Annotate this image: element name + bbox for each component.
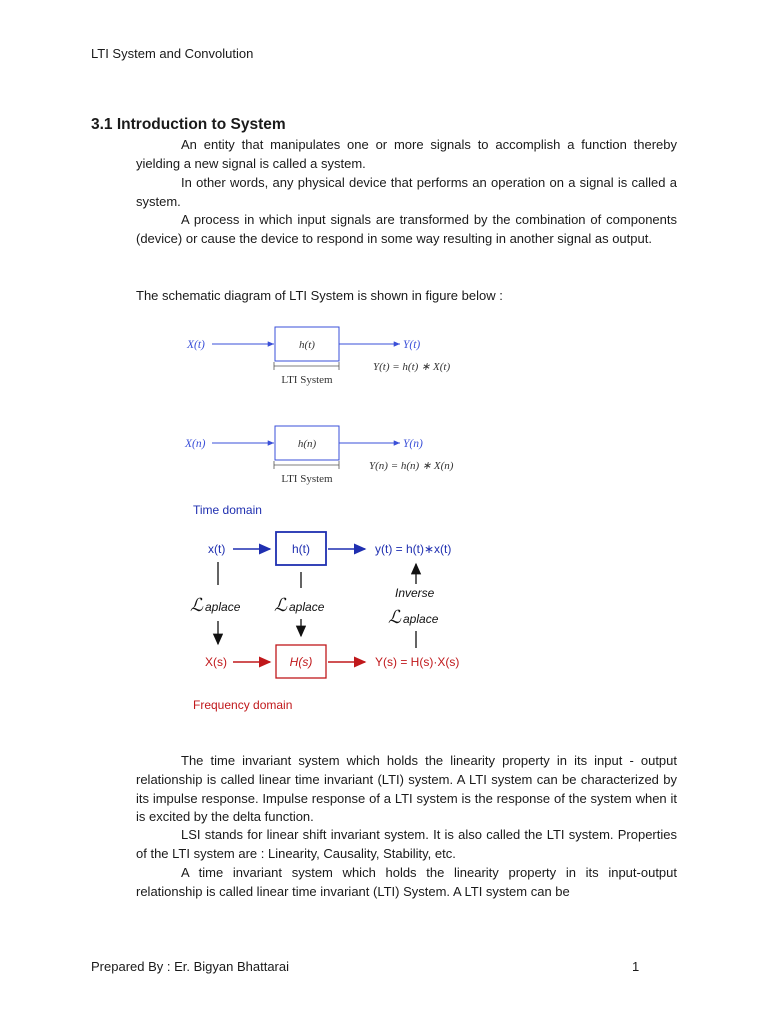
x-t-label: x(t) bbox=[208, 542, 226, 556]
lti-bracket bbox=[274, 362, 339, 370]
body-paragraph-2: LSI stands for linear shift invariant system. It is also called the LTI system. Properties of the LTI system are : Linearity, Causality, Stability, etc. bbox=[136, 827, 677, 861]
laplace-glyph-1: ℒ bbox=[190, 595, 203, 615]
body-paragraph-3: A time invariant system which holds the linearity property in its input-output relationship is called linear time invariant (LTI) System. A LTI system can be bbox=[136, 865, 677, 899]
body-paragraph-1: The time invariant system which holds the linearity property in its input - output relationship is called linear time invariant (LTI) system. A LTI system can be characterized by its impulse response. Impulse response of a LTI system is the response of the system when it is excited by the delta function. bbox=[136, 753, 677, 825]
input-label-xn: X(n) bbox=[185, 438, 206, 450]
running-header: LTI System and Convolution bbox=[91, 46, 254, 61]
lti-diagram-continuous bbox=[170, 318, 490, 390]
frequency-domain-label: Frequency domain bbox=[193, 698, 293, 712]
inverse-label: Inverse bbox=[395, 586, 435, 600]
footer-prepared-by: Prepared By : Er. Bigyan Bhattarai bbox=[91, 959, 289, 974]
y-t-label: y(t) = h(t)∗x(t) bbox=[375, 542, 452, 556]
lti-system-label: LTI System bbox=[281, 374, 333, 386]
intro-paragraph-3: A process in which input signals are transformed by the combination of components (device) or cause the device to respond in some way resulting in another signal as output. bbox=[136, 212, 677, 246]
laplace-glyph-3: ℒ bbox=[388, 607, 401, 627]
laplace-label-1: aplace bbox=[205, 600, 241, 614]
input-label-xt: X(t) bbox=[187, 339, 205, 351]
page-number: 1 bbox=[632, 959, 640, 974]
equation-dt: Y(n) = h(n) ∗ X(n) bbox=[369, 460, 454, 472]
lti-system-label: LTI System bbox=[281, 473, 333, 485]
intro-paragraph-2: In other words, any physical device that performs an operation on a signal is called a system. bbox=[136, 175, 677, 209]
block-label-ht: h(t) bbox=[299, 339, 315, 351]
block-label-hn: h(n) bbox=[297, 438, 317, 450]
equation-ct: Y(t) = h(t) ∗ X(t) bbox=[373, 361, 451, 373]
laplace-domain-diagram bbox=[185, 498, 485, 720]
y-s-label: Y(s) = H(s)·X(s) bbox=[375, 655, 460, 669]
output-label-yn: Y(n) bbox=[403, 438, 423, 450]
output-label-yt: Y(t) bbox=[403, 339, 421, 351]
laplace-label-3: aplace bbox=[403, 612, 439, 626]
block-H-s-label: H(s) bbox=[289, 655, 313, 669]
laplace-glyph-2: ℒ bbox=[274, 595, 287, 615]
schematic-caption: The schematic diagram of LTI System is shown in figure below : bbox=[136, 288, 503, 303]
lti-bracket bbox=[274, 461, 339, 469]
block-h-t-label: h(t) bbox=[292, 542, 310, 556]
laplace-label-2: aplace bbox=[289, 600, 325, 614]
x-s-label: X(s) bbox=[205, 655, 227, 669]
section-heading: 3.1 Introduction to System bbox=[91, 116, 286, 133]
time-domain-label: Time domain bbox=[193, 503, 262, 517]
lti-diagram-discrete bbox=[170, 417, 490, 489]
intro-paragraph-1: An entity that manipulates one or more signals to accomplish a function thereby yielding a new signal is called a system. bbox=[136, 137, 677, 171]
